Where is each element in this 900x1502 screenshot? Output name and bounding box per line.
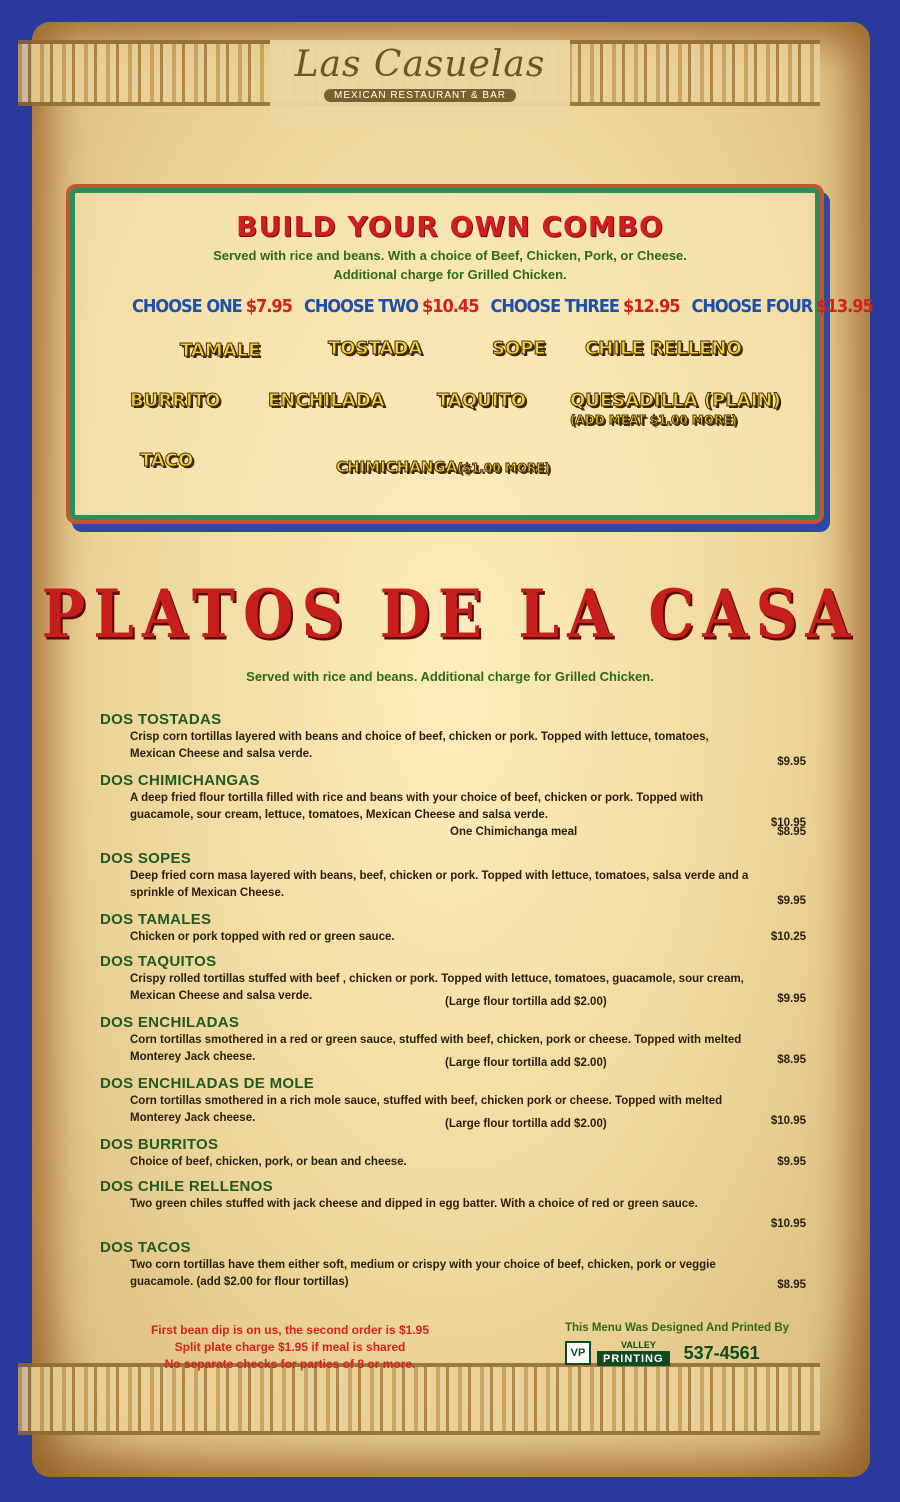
dish-price: $10.95	[770, 1218, 806, 1230]
dish-price: $10.95	[770, 817, 806, 829]
dish-name: DOS CHILE RELLENOS	[100, 1178, 273, 1195]
dish-price: $9.95	[777, 993, 806, 1005]
dish-price: $8.95	[777, 1279, 806, 1291]
printer-credit	[565, 1322, 815, 1366]
combo-choice-label: CHOOSE THREE	[490, 296, 619, 317]
dish-description: Two corn tortillas have them either soft, medium or crispy with your choice of beef, chicken, pork or veggie guacamole. (add $2.00 for flour tortillas)	[130, 1259, 716, 1288]
dish-item	[100, 1013, 806, 1074]
combo-choice-price: $12.95	[623, 296, 680, 317]
vp-badge-icon: VP	[565, 1341, 591, 1365]
restaurant-subtitle: MEXICAN RESTAURANT & BAR	[324, 89, 516, 102]
dish-name: DOS TACOS	[100, 1239, 191, 1256]
dish-description: Crispy rolled tortillas stuffed with beef , chicken or pork. Topped with lettuce, tomatoes, guacamole, sour cream, Mexican Cheese and salsa verde.	[130, 973, 744, 1002]
dish-description: Corn tortillas smothered in a rich mole sauce, stuffed with beef, chicken pork or cheese. Topped with melted Monterey Jack cheese.	[130, 1095, 723, 1124]
dish-extra-price: $8.95	[777, 826, 806, 838]
dish-item	[100, 710, 806, 771]
dish-price: $9.95	[777, 756, 806, 768]
platos-title: PLATOS DE LA CASA	[41, 574, 859, 654]
combo-item-sope: SOPE	[492, 338, 546, 359]
dish-description: Choice of beef, chicken, pork, or bean and cheese.	[130, 1156, 407, 1168]
dish-item	[100, 849, 806, 910]
dish-price: $9.95	[777, 1156, 806, 1168]
footer-note-bean-dip: First bean dip is on us, the second order is $1.95	[150, 1323, 430, 1337]
printer-phone: 537-4561	[683, 1342, 760, 1363]
combo-subtitle-1: Served with rice and beans. With a choice of Beef, Chicken, Pork, or Cheese.	[213, 248, 687, 263]
platos-subtitle: Served with rice and beans. Additional charge for Grilled Chicken.	[246, 669, 654, 684]
dish-name: DOS BURRITOS	[100, 1136, 219, 1153]
dish-extra-label: One Chimichanga meal	[450, 826, 578, 838]
dish-note: (Large flour tortilla add $2.00)	[445, 1057, 607, 1069]
combo-item-quesadilla: QUESADILLA (PLAIN)	[570, 390, 781, 411]
restaurant-name: Las Casuelas	[294, 44, 546, 85]
dish-price: $8.95	[777, 1054, 806, 1066]
dish-item	[100, 1238, 806, 1299]
combo-choice-price: $7.95	[245, 296, 292, 317]
printer-logo	[565, 1340, 815, 1366]
combo-item-chimichanga	[336, 458, 550, 476]
footer-note-separate-checks: No separate checks for parties of 8 or more.	[164, 1357, 416, 1371]
combo-item-chile-relleno: CHILE RELLENO	[585, 338, 742, 359]
combo-choice-label: CHOOSE TWO	[303, 296, 418, 317]
combo-item-quesadilla-note: (ADD MEAT $1.00 MORE)	[570, 413, 737, 427]
printer-credit-text: This Menu Was Designed And Printed By	[565, 1322, 790, 1334]
dish-item	[100, 771, 806, 849]
dish-name: DOS TAMALES	[100, 911, 212, 928]
combo-item-burrito: BURRITO	[130, 390, 221, 411]
dish-item	[100, 1135, 806, 1177]
dish-name: DOS CHIMICHANGAS	[100, 772, 260, 789]
combo-price-list	[132, 296, 873, 317]
dish-name: DOS TOSTADAS	[100, 711, 222, 728]
dish-item	[100, 952, 806, 1013]
dish-description: Crisp corn tortillas layered with beans and choice of beef, chicken or pork. Topped with lettuce, tomatoes, Mexican Cheese and salsa verde.	[130, 731, 709, 760]
dish-price: $10.25	[770, 931, 806, 943]
combo-subtitle-2: Additional charge for Grilled Chicken.	[333, 267, 567, 282]
dish-description: Chicken or pork topped with red or green sauce.	[130, 931, 395, 943]
dish-price: $9.95	[777, 895, 806, 907]
combo-choice-label: CHOOSE FOUR	[691, 296, 813, 317]
combo-choice-price: $13.95	[816, 296, 873, 317]
dish-description: Two green chiles stuffed with jack cheese and dipped in egg batter. With a choice of red or green sauce.	[130, 1198, 698, 1210]
dish-description: A deep fried flour tortilla filled with rice and beans with your choice of beef, chicken or pork. Topped with guacamole, sour cream, lettuce, tomatoes, Mexican Cheese and salsa verde.	[130, 792, 704, 821]
combo-title: BUILD YOUR OWN COMBO	[236, 210, 664, 243]
dish-description: Corn tortillas smothered in a red or green sauce, stuffed with beef, chicken, pork or cheese. Topped with melted Monterey Jack cheese.	[130, 1034, 742, 1063]
dish-item	[100, 1074, 806, 1135]
dish-description: Deep fried corn masa layered with beans, beef, chicken or pork. Topped with lettuce, tomatoes, salsa verde and a sprinkle of Mexican Cheese.	[130, 870, 749, 899]
combo-choice-label: CHOOSE ONE	[132, 296, 242, 317]
combo-item-enchilada: ENCHILADA	[268, 390, 385, 411]
dish-note: (Large flour tortilla add $2.00)	[445, 996, 607, 1008]
dish-name: DOS SOPES	[100, 850, 192, 867]
combo-item-taquito: TAQUITO	[437, 390, 527, 411]
footer-notes	[110, 1322, 470, 1373]
dish-price: $10.95	[770, 1115, 806, 1127]
dish-note: (Large flour tortilla add $2.00)	[445, 1118, 607, 1130]
dish-item	[100, 910, 806, 952]
restaurant-logo	[270, 40, 570, 128]
dish-extra-line	[100, 824, 806, 841]
dish-name: DOS ENCHILADAS	[100, 1014, 240, 1031]
dish-item	[100, 1177, 806, 1238]
dish-name: DOS ENCHILADAS DE MOLE	[100, 1075, 315, 1092]
dish-name: DOS TAQUITOS	[100, 953, 217, 970]
printer-name	[597, 1340, 670, 1366]
combo-item-tostada: TOSTADA	[328, 338, 423, 359]
printer-name-top: VALLEY	[597, 1340, 670, 1353]
chimichanga-note: ($1.00 MORE)	[457, 461, 550, 475]
combo-item-tamale: TAMALE	[180, 340, 261, 361]
combo-item-taco: TACO	[140, 450, 194, 471]
combo-choice-price: $10.45	[421, 296, 479, 317]
greek-key-border-bottom	[18, 1363, 820, 1435]
chimichanga-label: CHIMICHANGA	[336, 458, 458, 476]
printer-name-bottom: PRINTING	[597, 1353, 670, 1366]
footer-note-split-plate: Split plate charge $1.95 if meal is shared	[174, 1340, 406, 1354]
dish-list	[100, 710, 806, 1299]
